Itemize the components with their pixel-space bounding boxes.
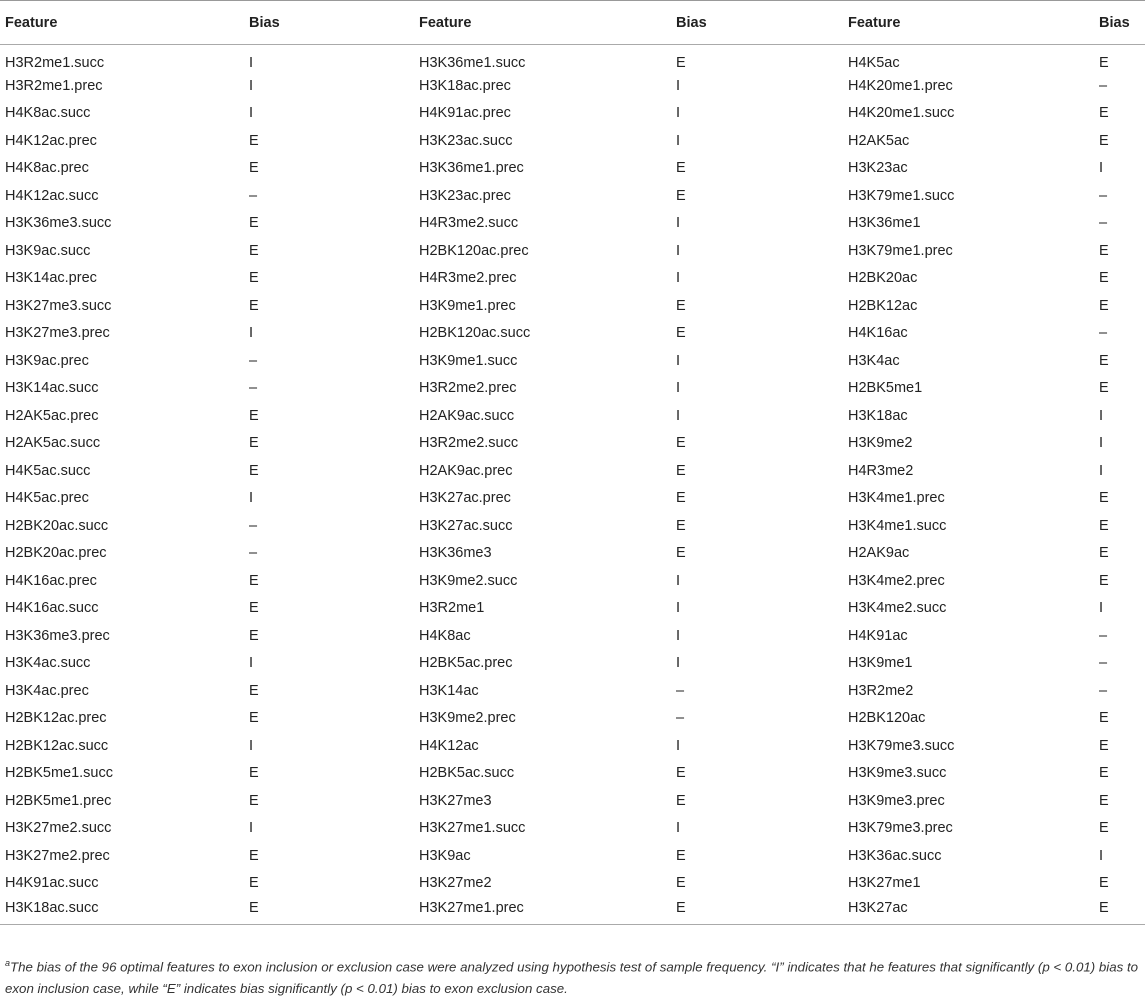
- feature-cell: H4K91ac: [848, 627, 908, 644]
- bias-cell: –: [1099, 187, 1108, 204]
- bias-cell: E: [249, 160, 259, 177]
- feature-cell: H3K27ac.succ: [419, 517, 513, 534]
- bias-cell: I: [249, 655, 254, 672]
- bias-cell: –: [249, 380, 258, 397]
- table-row: [0, 320, 1145, 348]
- feature-cell: H3K36me3.prec: [5, 627, 110, 644]
- feature-cell: H2BK12ac: [848, 297, 918, 314]
- bias-cell: E: [1099, 105, 1109, 122]
- feature-cell: H3K9me1: [848, 655, 913, 672]
- bias-cell: E: [249, 710, 259, 727]
- table-row: [0, 485, 1145, 513]
- table-row: [0, 210, 1145, 238]
- bias-cell: E: [676, 297, 686, 314]
- table-row: [0, 595, 1145, 623]
- bias-cell: E: [1099, 517, 1109, 534]
- bias-cell: E: [1099, 297, 1109, 314]
- bias-cell: E: [249, 462, 259, 479]
- table-row: [0, 842, 1145, 870]
- bias-cell: I: [676, 215, 681, 232]
- feature-cell: H2AK5ac.succ: [5, 435, 101, 452]
- table-row: [0, 292, 1145, 320]
- bias-cell: –: [1099, 215, 1108, 232]
- feature-cell: H3K4me1.prec: [848, 490, 945, 507]
- bias-cell: I: [676, 600, 681, 617]
- table-row: [0, 760, 1145, 788]
- table-row: [0, 430, 1145, 458]
- bias-cell: I: [1099, 407, 1104, 424]
- bias-cell: I: [249, 490, 254, 507]
- table-row: [0, 512, 1145, 540]
- feature-cell: H3K36me1.prec: [419, 160, 524, 177]
- feature-cell: H3K18ac: [848, 407, 908, 424]
- bias-cell: –: [249, 187, 258, 204]
- bias-cell: I: [676, 105, 681, 122]
- bias-cell: I: [676, 270, 681, 287]
- feature-cell: H3K9me2: [848, 435, 913, 452]
- bias-cell: E: [676, 765, 686, 782]
- table-row: [0, 237, 1145, 265]
- feature-cell: H2AK5ac: [848, 132, 910, 149]
- feature-cell: H3K4ac.prec: [5, 682, 89, 699]
- bias-cell: E: [676, 54, 686, 71]
- feature-cell: H3R2me2.prec: [419, 380, 517, 397]
- bias-cell: E: [676, 462, 686, 479]
- bias-cell: E: [676, 847, 686, 864]
- bias-cell: E: [1099, 54, 1109, 71]
- bias-cell: E: [249, 875, 259, 892]
- feature-cell: H3K36me3.succ: [5, 215, 112, 232]
- feature-cell: H3K4me2.succ: [848, 600, 947, 617]
- footnote-marker: a: [5, 958, 11, 968]
- bias-cell: –: [1099, 655, 1108, 672]
- header-row: [0, 1, 1145, 45]
- bias-cell: I: [676, 407, 681, 424]
- bias-cell: I: [676, 627, 681, 644]
- table-row: [0, 100, 1145, 128]
- header-bias-3: Bias: [1099, 1, 1145, 45]
- feature-cell: H4K5ac: [848, 54, 900, 71]
- feature-cell: H3R2me2: [848, 682, 914, 699]
- feature-cell: H2BK20ac.prec: [5, 545, 107, 562]
- feature-cell: H4K8ac.succ: [5, 105, 91, 122]
- bias-cell: E: [676, 545, 686, 562]
- bias-cell: –: [1099, 682, 1108, 699]
- bias-cell: I: [676, 380, 681, 397]
- bias-cell: I: [249, 54, 254, 71]
- bias-cell: I: [1099, 600, 1104, 617]
- bias-cell: I: [249, 820, 254, 837]
- feature-cell: H2BK120ac.prec: [419, 242, 529, 259]
- feature-cell: H4K20me1.prec: [848, 77, 953, 94]
- table-row: [0, 347, 1145, 375]
- feature-cell: H3K27ac: [848, 897, 1099, 925]
- table-row: [0, 897, 1145, 925]
- feature-cell: H3R2me2.succ: [419, 435, 519, 452]
- feature-cell: H4K8ac.prec: [5, 160, 89, 177]
- bias-cell: E: [676, 435, 686, 452]
- bias-cell: –: [249, 352, 258, 369]
- table-row: [0, 732, 1145, 760]
- bias-cell: E: [249, 407, 259, 424]
- feature-cell: H2AK9ac.succ: [419, 407, 515, 424]
- bias-cell: I: [249, 325, 254, 342]
- feature-cell: H2AK9ac: [848, 545, 910, 562]
- feature-cell: H2BK12ac.succ: [5, 737, 109, 754]
- bias-cell: I: [676, 132, 681, 149]
- bias-cell: E: [1099, 897, 1145, 925]
- table-row: [0, 457, 1145, 485]
- bias-cell: –: [1099, 325, 1108, 342]
- feature-cell: H2BK20ac.succ: [5, 517, 109, 534]
- feature-cell: H3K27me3: [419, 792, 492, 809]
- header-feature-1: Feature: [0, 1, 249, 45]
- feature-cell: H4K20me1.succ: [848, 105, 955, 122]
- table-row: [0, 265, 1145, 293]
- bias-cell: I: [676, 352, 681, 369]
- table-row: [0, 787, 1145, 815]
- bias-cell: I: [1099, 847, 1104, 864]
- table-row: [0, 677, 1145, 705]
- feature-cell: H2BK20ac: [848, 270, 918, 287]
- bias-cell: I: [1099, 435, 1104, 452]
- feature-cell: H3K9me2.succ: [419, 572, 518, 589]
- feature-cell: H3K27me2.prec: [5, 847, 110, 864]
- feature-cell: H4K16ac.succ: [5, 600, 99, 617]
- bias-cell: E: [676, 875, 686, 892]
- bias-cell: E: [249, 897, 419, 925]
- bias-cell: I: [676, 77, 681, 94]
- bias-cell: E: [249, 847, 259, 864]
- feature-cell: H3K18ac.prec: [419, 77, 511, 94]
- bias-cell: I: [1099, 462, 1104, 479]
- feature-cell: H4K12ac.prec: [5, 132, 97, 149]
- bias-cell: E: [249, 132, 259, 149]
- table-row: [0, 127, 1145, 155]
- bias-cell: E: [676, 897, 848, 925]
- bias-cell: E: [676, 490, 686, 507]
- feature-cell: H2AK9ac.prec: [419, 462, 513, 479]
- feature-cell: H3K9ac.prec: [5, 352, 89, 369]
- bias-cell: E: [249, 297, 259, 314]
- bias-cell: E: [249, 792, 259, 809]
- feature-cell: H4K12ac: [419, 737, 479, 754]
- feature-cell: H3K79me3.prec: [848, 820, 953, 837]
- feature-cell: H3K79me1.succ: [848, 187, 955, 204]
- feature-cell: H2BK5me1.prec: [5, 792, 112, 809]
- feature-cell: H4K8ac: [419, 627, 471, 644]
- bias-cell: –: [676, 682, 685, 699]
- feature-cell: H2BK12ac.prec: [5, 710, 107, 727]
- feature-cell: H2BK5me1: [848, 380, 923, 397]
- table-row: [0, 375, 1145, 403]
- feature-cell: H3R2me1.prec: [5, 77, 103, 94]
- bias-cell: E: [249, 600, 259, 617]
- header-feature-2: Feature: [419, 1, 676, 45]
- feature-cell: H3K23ac.succ: [419, 132, 513, 149]
- feature-cell: H3K14ac.succ: [5, 380, 99, 397]
- bias-cell: E: [676, 517, 686, 534]
- feature-cell: H3K27me1.prec: [419, 897, 676, 925]
- table-row: [0, 45, 1145, 73]
- feature-cell: H2BK5ac.succ: [419, 765, 515, 782]
- feature-cell: H4K12ac.succ: [5, 187, 99, 204]
- bias-cell: E: [249, 242, 259, 259]
- bias-cell: E: [1099, 737, 1109, 754]
- feature-cell: H3K4me1.succ: [848, 517, 947, 534]
- feature-cell: H4K5ac.succ: [5, 462, 91, 479]
- bias-cell: E: [1099, 820, 1109, 837]
- bias-cell: E: [676, 160, 686, 177]
- feature-cell: H3K4me2.prec: [848, 572, 945, 589]
- feature-cell: H3K27me1.succ: [419, 820, 526, 837]
- bias-cell: I: [1099, 160, 1104, 177]
- feature-cell: H4K16ac.prec: [5, 572, 97, 589]
- feature-cell: H2BK5me1.succ: [5, 765, 113, 782]
- feature-cell: H3K36ac.succ: [848, 847, 942, 864]
- feature-cell: H2BK5ac.prec: [419, 655, 513, 672]
- feature-cell: H3R2me1.succ: [5, 54, 105, 71]
- table-row: [0, 402, 1145, 430]
- feature-cell: H4K16ac: [848, 325, 908, 342]
- feature-cell: H4K5ac.prec: [5, 490, 89, 507]
- table-row: [0, 72, 1145, 100]
- feature-cell: H2AK5ac.prec: [5, 407, 99, 424]
- feature-cell: H3K36me1.succ: [419, 54, 526, 71]
- feature-cell: H3K27me2: [419, 875, 492, 892]
- feature-cell: H3K27me3.succ: [5, 297, 112, 314]
- footnote-text: The bias of the 96 optimal features to exon inclusion or exclusion case were analyzed using hypothesis test of sample frequency. “I” indicates that he features that significantly (p < 0.01) bias to exon inclusion case, while “E” indicates bias significantly (p < 0.01) bias to exon exclusion case.: [5, 959, 1139, 997]
- feature-cell: H3K9me2.prec: [419, 710, 516, 727]
- bias-cell: E: [1099, 765, 1109, 782]
- feature-cell: H3K4ac: [848, 352, 900, 369]
- bias-cell: E: [676, 792, 686, 809]
- feature-cell: H3K27me1: [848, 875, 921, 892]
- table-row: [0, 182, 1145, 210]
- feature-cell: H3K4ac.succ: [5, 655, 91, 672]
- feature-cell: H3R2me1: [419, 600, 485, 617]
- bias-cell: I: [676, 242, 681, 259]
- bias-cell: E: [1099, 545, 1109, 562]
- bias-cell: I: [676, 820, 681, 837]
- bias-cell: E: [1099, 270, 1109, 287]
- table-row: [0, 622, 1145, 650]
- table-header: [0, 1, 1145, 45]
- table-row: [0, 567, 1145, 595]
- feature-cell: H4K91ac.succ: [5, 875, 99, 892]
- feature-cell: H3K9me1.prec: [419, 297, 516, 314]
- feature-cell: H3K23ac.prec: [419, 187, 511, 204]
- bias-cell: E: [1099, 352, 1109, 369]
- table-row: [0, 870, 1145, 898]
- table-row: [0, 705, 1145, 733]
- table-row: [0, 540, 1145, 568]
- feature-cell: H3K27ac.prec: [419, 490, 511, 507]
- bias-cell: E: [676, 325, 686, 342]
- feature-cell: H3K9ac: [419, 847, 471, 864]
- bias-cell: E: [1099, 875, 1109, 892]
- bias-cell: E: [249, 270, 259, 287]
- feature-cell: H3K9me3.prec: [848, 792, 945, 809]
- bias-cell: E: [676, 187, 686, 204]
- feature-cell: H3K9me1.succ: [419, 352, 518, 369]
- feature-cell: H3K27me3.prec: [5, 325, 110, 342]
- feature-cell: H3K18ac.succ: [0, 897, 249, 925]
- table-row: [0, 650, 1145, 678]
- header-bias-1: Bias: [249, 1, 419, 45]
- bias-cell: E: [1099, 490, 1109, 507]
- bias-cell: E: [1099, 132, 1109, 149]
- bias-cell: –: [1099, 627, 1108, 644]
- feature-cell: H4K91ac.prec: [419, 105, 511, 122]
- feature-cell: H3K27me2.succ: [5, 820, 112, 837]
- bias-cell: E: [1099, 792, 1109, 809]
- feature-cell: H2BK120ac.succ: [419, 325, 531, 342]
- feature-cell: H3K9me3.succ: [848, 765, 947, 782]
- bias-cell: I: [676, 737, 681, 754]
- header-bias-2: Bias: [676, 1, 848, 45]
- feature-cell: H3K14ac: [419, 682, 479, 699]
- bias-cell: E: [249, 572, 259, 589]
- bias-cell: I: [249, 105, 254, 122]
- feature-cell: H3K23ac: [848, 160, 908, 177]
- bias-cell: E: [1099, 242, 1109, 259]
- feature-cell: H3K36me1: [848, 215, 921, 232]
- bias-cell: E: [1099, 380, 1109, 397]
- bias-cell: I: [249, 77, 254, 94]
- bias-cell: –: [249, 517, 258, 534]
- bias-cell: –: [676, 710, 685, 727]
- bias-cell: I: [676, 655, 681, 672]
- bias-cell: E: [1099, 710, 1109, 727]
- feature-cell: H2BK120ac: [848, 710, 926, 727]
- feature-cell: H3K36me3: [419, 545, 492, 562]
- bias-cell: E: [249, 765, 259, 782]
- feature-cell: H4R3me2.succ: [419, 215, 519, 232]
- header-feature-3: Feature: [848, 1, 1099, 45]
- bias-cell: E: [249, 682, 259, 699]
- bias-cell: E: [249, 627, 259, 644]
- feature-cell: H4R3me2.prec: [419, 270, 517, 287]
- table-row: [0, 155, 1145, 183]
- table-row: [0, 815, 1145, 843]
- feature-cell: H3K79me1.prec: [848, 242, 953, 259]
- bias-cell: –: [249, 545, 258, 562]
- bias-cell: I: [249, 737, 254, 754]
- feature-cell: H3K14ac.prec: [5, 270, 97, 287]
- feature-cell: H4R3me2: [848, 462, 914, 479]
- feature-cell: H3K79me3.succ: [848, 737, 955, 754]
- bias-cell: I: [676, 572, 681, 589]
- table-body: [0, 45, 1145, 925]
- feature-cell: H3K9ac.succ: [5, 242, 91, 259]
- bias-cell: –: [1099, 77, 1108, 94]
- bias-cell: E: [249, 215, 259, 232]
- bias-cell: E: [249, 435, 259, 452]
- bias-cell: E: [1099, 572, 1109, 589]
